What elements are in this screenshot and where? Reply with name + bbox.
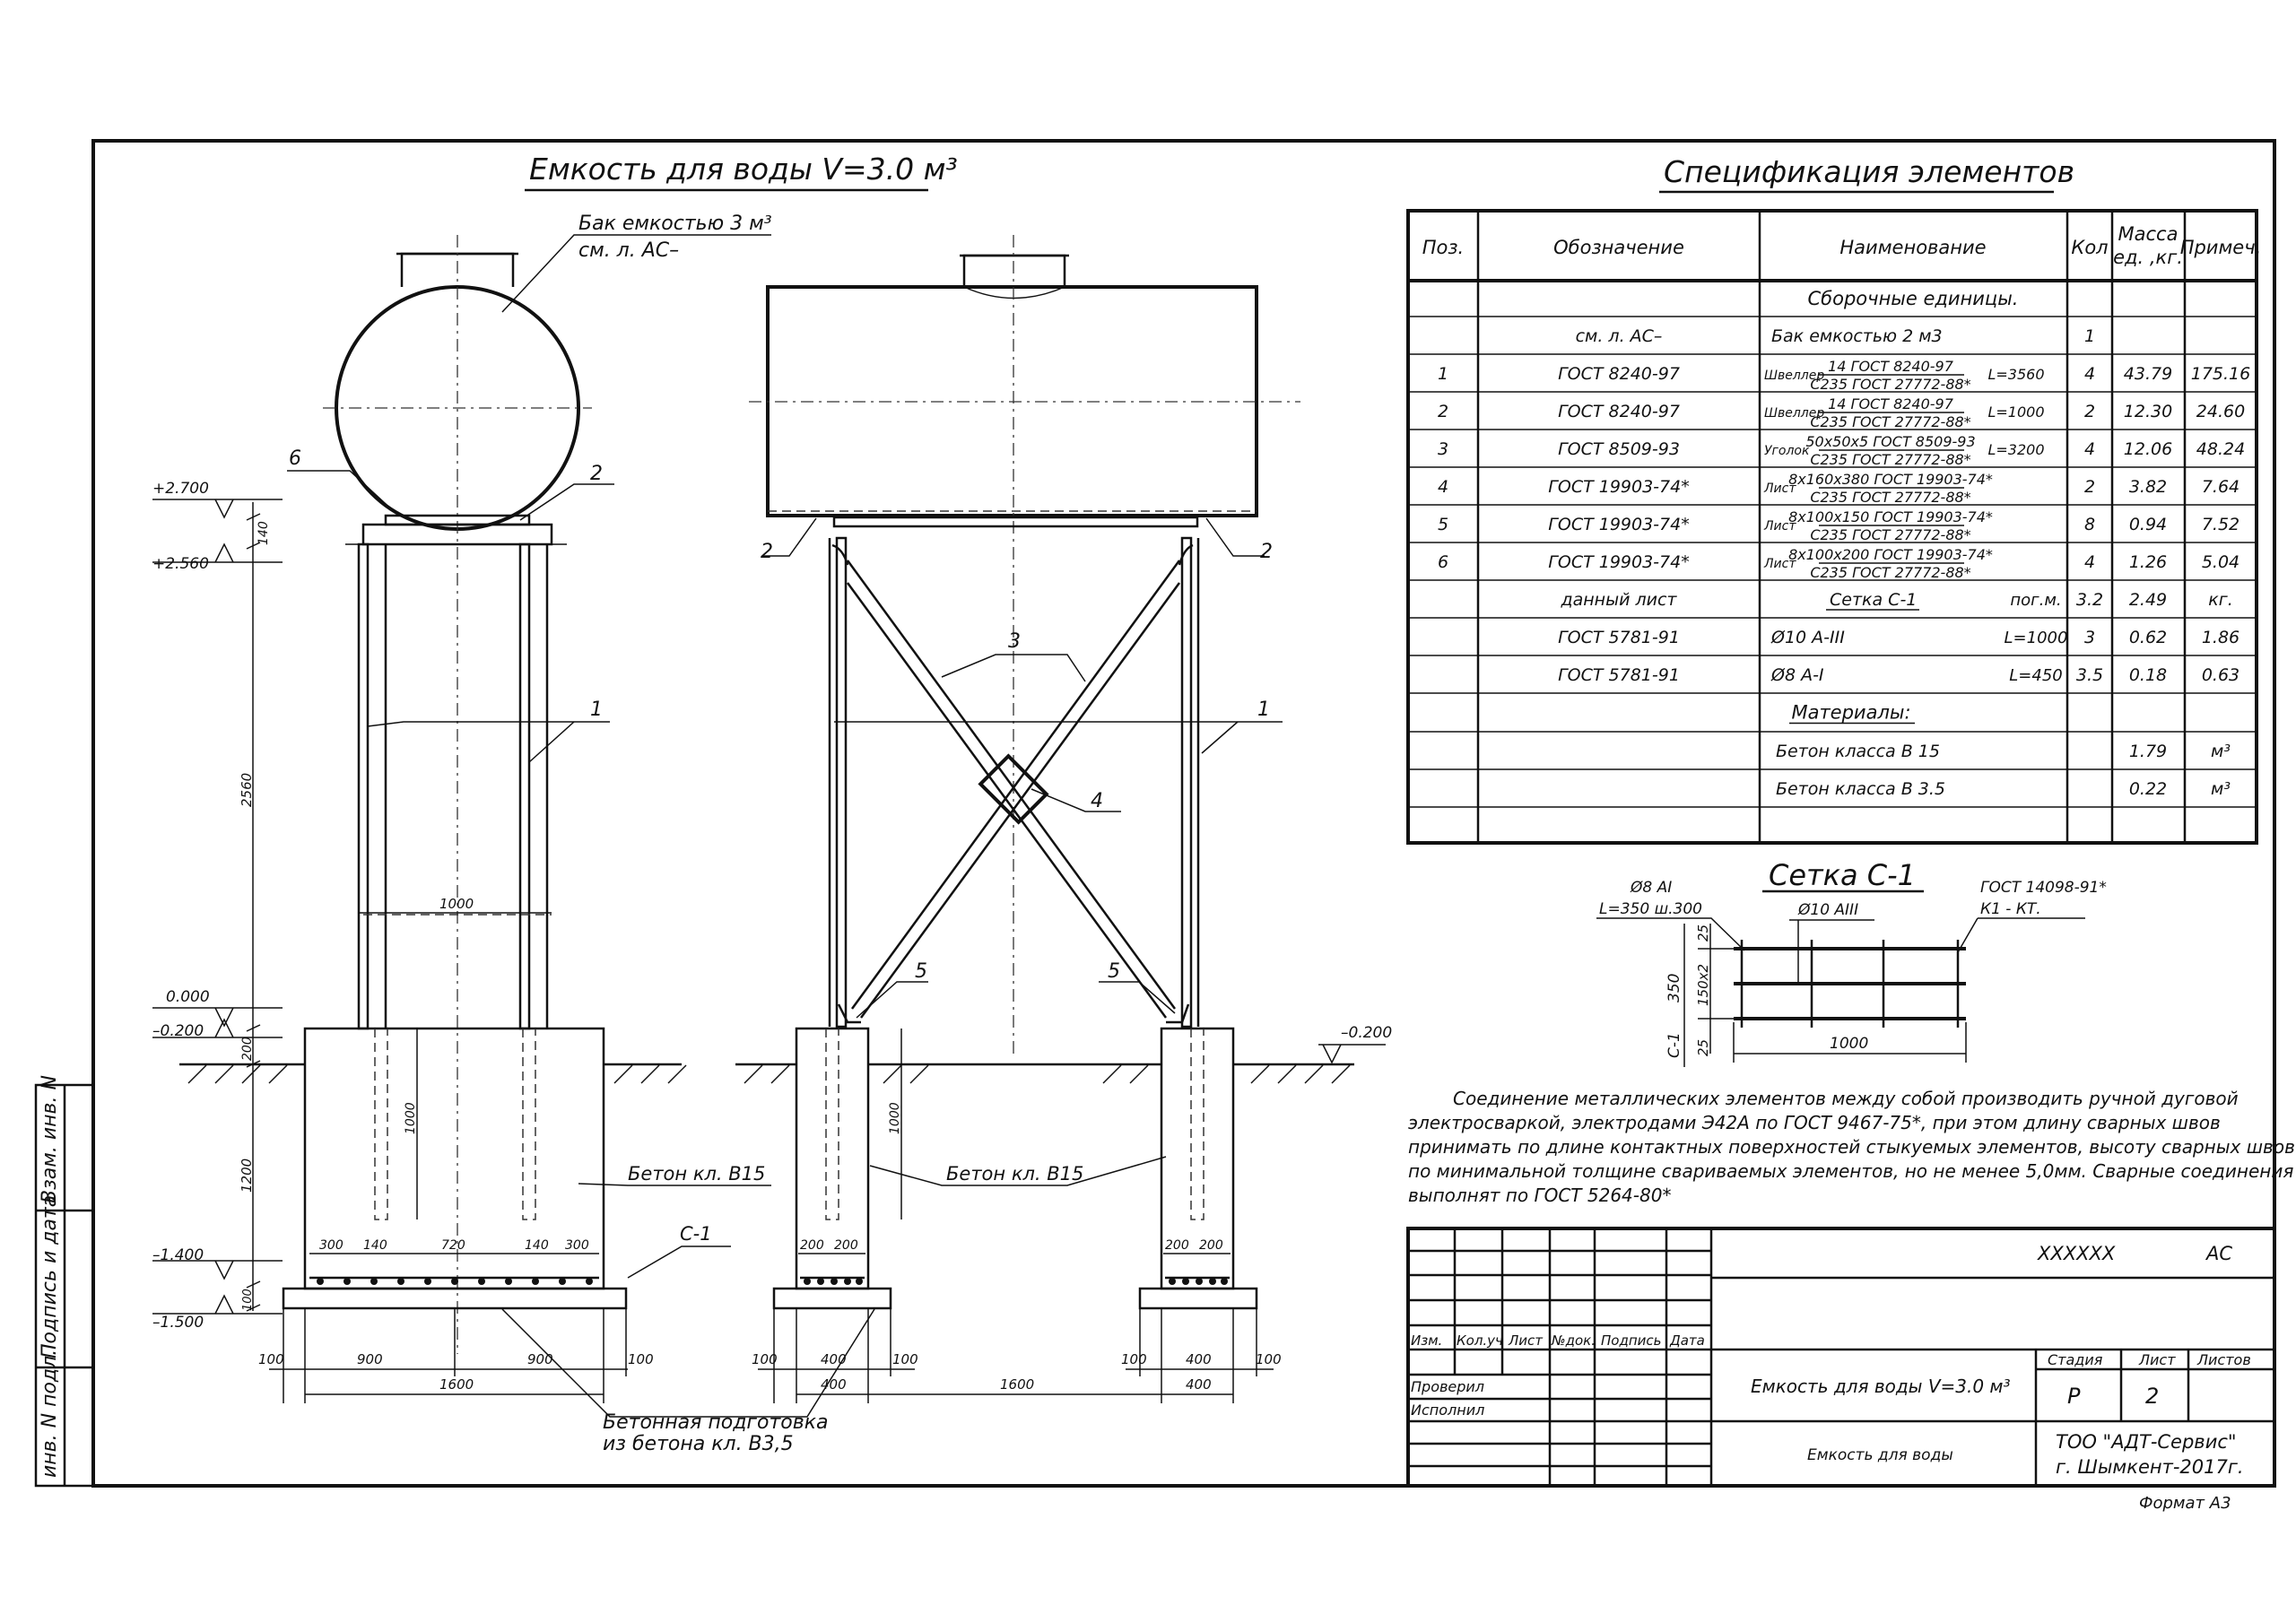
spec-row-prefix: Лист	[1764, 557, 1796, 571]
level-m1500: –1.500	[152, 1314, 204, 1332]
mesh-label-a1b: L=350 ш.300	[1599, 900, 1702, 918]
spec-row-mass: 0.94	[2128, 515, 2168, 534]
rb-100d: 100	[1256, 1351, 1282, 1367]
spec-row-prefix: Уголок	[1764, 444, 1810, 458]
spec-row-code: ГОСТ 8240-97	[1558, 364, 1680, 384]
spec-row-name: Сетка С-1	[1830, 590, 1918, 610]
spec-section-assembly: Сборочные единицы.	[1807, 288, 2019, 309]
note-line-1: Соединение металлических элементов между собой производить ручной дуговой	[1453, 1088, 2239, 1109]
stamp-h-list: Лист	[1509, 1332, 1544, 1349]
vert-dims-left	[239, 502, 271, 1311]
spec-row-qty: 4	[2083, 439, 2096, 459]
spec-row-bot: С235 ГОСТ 27772-88*	[1810, 564, 1971, 581]
stamp-h-kol: Кол.уч	[1457, 1332, 1503, 1349]
spec-row-code: ГОСТ 5781-91	[1558, 628, 1680, 647]
dim-b100b: 100	[628, 1351, 654, 1367]
mesh-label-gost: ГОСТ 14098-91*	[1980, 879, 2107, 897]
stamp-org2: г. Шымкент-2017г.	[2056, 1456, 2244, 1478]
spec-material-mass: 0.22	[2128, 779, 2168, 799]
spec-row-qty: 2	[2083, 477, 2096, 497]
spec-row-note: 48.24	[2196, 439, 2246, 459]
tank-label-2: см. л. АС–	[578, 239, 680, 262]
spec-row-qty: 4	[2083, 552, 2096, 572]
spec-row-pos: 5	[1437, 515, 1449, 534]
rb-400a: 400	[821, 1351, 847, 1367]
mesh-dim-25a: 25	[1695, 924, 1711, 942]
spec-row-qty: 3.5	[2075, 665, 2104, 685]
dim-140a: 140	[363, 1238, 387, 1253]
spec-row-top: 14 ГОСТ 8240-97	[1828, 358, 1953, 375]
level-0000: 0.000	[166, 988, 210, 1006]
spec-row-mass: 0.62	[2128, 628, 2168, 647]
prep-left	[283, 1289, 626, 1308]
stamp-code: XXXXXX	[2038, 1243, 2116, 1264]
spec-row-bot: С235 ГОСТ 27772-88*	[1810, 526, 1971, 543]
dim-1200: 1200	[239, 1158, 255, 1193]
pad-200d: 200	[1199, 1238, 1223, 1253]
dim-1600-right: 1600	[1000, 1376, 1035, 1393]
mesh-label-a1: Ø8 AI	[1631, 879, 1673, 897]
spec-row-code: ГОСТ 19903-74*	[1548, 552, 1690, 572]
spec-row-bot: С235 ГОСТ 27772-88*	[1810, 489, 1971, 506]
binding-strip	[36, 1075, 93, 1486]
spec-row-pos: 2	[1437, 402, 1449, 421]
spec-material-note: м³	[2211, 779, 2231, 799]
spec-row-bot: С235 ГОСТ 27772-88*	[1810, 413, 1971, 430]
spec-h-qty: Кол	[2071, 237, 2109, 258]
dim-140b: 140	[525, 1238, 549, 1253]
stamp-performed: Исполнил	[1411, 1402, 1485, 1419]
mark-4: 4	[1091, 790, 1103, 812]
mark-2-front-left: 2	[761, 541, 773, 563]
stamp-sheets-label: Листов	[2197, 1351, 2251, 1368]
spec-material-name: Бетон класса В 15	[1776, 742, 1940, 761]
stamp-h-doc: №док.	[1552, 1332, 1596, 1349]
spec-row-name: Ø10 A-III	[1771, 628, 1845, 647]
dim-1600-left: 1600	[439, 1376, 474, 1393]
side-label-replace: Взам. инв. N	[39, 1075, 61, 1203]
level-m0200-right: –0.200	[1341, 1024, 1393, 1042]
dim-1000-anchor-b: 1000	[888, 1102, 902, 1134]
spec-row-prefix: Лист	[1764, 519, 1796, 534]
dim-140: 140	[257, 521, 271, 545]
stamp-h-date: Дата	[1670, 1332, 1705, 1349]
stamp-sheet-title: Емкость для воды	[1807, 1446, 1953, 1464]
spec-row-code: данный лист	[1561, 590, 1677, 610]
side-label-sign: Подпись и дата	[39, 1194, 61, 1358]
format-label: Формат А3	[2139, 1494, 2231, 1513]
dim-2560: 2560	[239, 772, 255, 807]
spec-section-materials: Материалы:	[1791, 701, 1911, 724]
spec-row-len: L=1000	[1987, 404, 2045, 421]
spec-row-note: 1.86	[2201, 628, 2240, 647]
spec-row-prefix: Лист	[1764, 482, 1796, 496]
spec-row-len: L=3560	[1987, 366, 2045, 383]
spec-h-note: Примеч.	[2179, 237, 2262, 258]
spec-row-note: 7.52	[2201, 515, 2240, 534]
dim-1000-width: 1000	[439, 896, 474, 912]
mark-6: 6	[289, 447, 301, 470]
stamp-h-izm: Изм.	[1411, 1332, 1443, 1349]
mesh-dim-350: 350	[1665, 973, 1683, 1002]
spec-row-qty: 4	[2083, 364, 2096, 384]
stamp-stage-label: Стадия	[2048, 1351, 2103, 1368]
pad-200b: 200	[834, 1238, 858, 1253]
spec-row-pos: 4	[1437, 477, 1449, 497]
note-line-5: выполнят по ГОСТ 5264-80*	[1408, 1185, 1672, 1206]
spec-row-top: 8x100x150 ГОСТ 19903-74*	[1788, 508, 1993, 525]
side-label-inv: инв. N подл.	[39, 1349, 61, 1478]
stamp-org1: ТОО "АДТ-Сервис"	[2056, 1431, 2237, 1453]
dim-b900b: 900	[527, 1351, 553, 1367]
spec-row-note: кг.	[2208, 590, 2233, 610]
dim-200: 200	[240, 1037, 255, 1061]
spec-row-mass: 12.30	[2123, 402, 2173, 421]
stamp-checked: Проверил	[1411, 1378, 1485, 1395]
spec-row-note: 0.63	[2201, 665, 2240, 685]
spec-row-mass: 12.06	[2123, 439, 2173, 459]
prep-label-1: Бетонная подготовка	[603, 1411, 829, 1434]
spec-row-qty: 3	[2083, 628, 2096, 647]
mark-5-left: 5	[915, 960, 927, 983]
mesh-dim-1000: 1000	[1830, 1035, 1869, 1053]
mark-1-front: 1	[1257, 699, 1270, 721]
stamp-h-sign: Подпись	[1601, 1332, 1662, 1349]
mark-3: 3	[1008, 630, 1021, 653]
spec-row-name: Ø8 A-I	[1771, 665, 1824, 685]
spec-row-extra: L=1000	[2004, 629, 2068, 647]
spec-h-name: Наименование	[1839, 237, 1987, 258]
prep-label-2: из бетона кл. B3,5	[603, 1433, 794, 1455]
spec-row-prefix: Швеллер	[1764, 406, 1825, 421]
spec-row-code: ГОСТ 8240-97	[1558, 402, 1680, 421]
spec-row-top: 8x100x200 ГОСТ 19903-74*	[1788, 546, 1993, 563]
spec-table	[1408, 211, 2261, 843]
note-line-2: электросваркой, электродами Э42А по ГОСТ 9467-75*, при этом длину сварных швов	[1408, 1112, 2221, 1133]
spec-row-qty: 2	[2083, 402, 2096, 421]
stamp-code-suffix: АС	[2206, 1243, 2233, 1264]
pad-200c: 200	[1165, 1238, 1189, 1253]
rb-400b: 400	[1186, 1351, 1212, 1367]
spec-row-top: 8x160x380 ГОСТ 19903-74*	[1788, 471, 1993, 488]
mesh-dim-25b: 25	[1695, 1038, 1711, 1056]
spec-row-code: ГОСТ 19903-74*	[1548, 477, 1690, 497]
level-m0200: –0.200	[152, 1022, 204, 1040]
mesh-title: Сетка С-1	[1769, 858, 1917, 892]
title-block	[1408, 1228, 2274, 1486]
tank-label-1: Бак емкостью 3 м³	[578, 213, 772, 235]
spec-row-qty: 8	[2083, 515, 2096, 534]
spec-row-mass: 0.18	[2128, 665, 2168, 685]
spec-row-extra: пог.м.	[2010, 591, 2062, 610]
spec-material-note: м³	[2211, 742, 2231, 761]
mesh-dim-150: 150x2	[1695, 963, 1711, 1006]
dim-100-left: 100	[241, 1289, 255, 1311]
stamp-sheet-label: Лист	[2139, 1351, 2176, 1368]
spec-row-note: 7.64	[2201, 477, 2240, 497]
spec-row-mass: 2.49	[2128, 590, 2168, 610]
mesh-label-kt: К1 - КТ.	[1980, 900, 2041, 918]
spec-title: Спецификация элементов	[1664, 154, 2075, 189]
spec-row-pos: 3	[1437, 439, 1449, 459]
drawing-title: Емкость для воды V=3.0 м³	[529, 152, 958, 187]
rb-400c: 400	[821, 1376, 847, 1393]
concrete-label-front: Бетон кл. B15	[946, 1163, 1084, 1185]
mesh-dim-c1: С-1	[1665, 1032, 1683, 1058]
stamp-sheet: 2	[2145, 1384, 2160, 1409]
rb-100a: 100	[752, 1351, 778, 1367]
rb-100c: 100	[1121, 1351, 1147, 1367]
spec-row-extra: L=450	[2009, 666, 2063, 685]
spec-row-len: L=3200	[1987, 441, 2045, 458]
dim-300b: 300	[565, 1238, 589, 1253]
mesh-detail	[1596, 858, 2107, 1067]
spec-row-top: 14 ГОСТ 8240-97	[1828, 395, 1953, 412]
spec-row-prefix: Швеллер	[1764, 369, 1825, 383]
dim-b100a: 100	[258, 1351, 284, 1367]
note-line-3: принимать по длине контактных поверхностей стыкуемых элементов, высоту сварных швов	[1408, 1136, 2295, 1158]
spec-row-mass: 3.82	[2128, 477, 2168, 497]
spec-row-pos: 6	[1437, 552, 1449, 572]
spec-row-top: 50x50x5 ГОСТ 8509-93	[1805, 433, 1976, 450]
mesh-callout: С-1	[680, 1223, 712, 1245]
dim-300a: 300	[319, 1238, 344, 1253]
level-2700: +2.700	[152, 480, 209, 498]
dim-1000-anchor: 1000	[404, 1102, 418, 1134]
mark-2-front-right: 2	[1260, 541, 1273, 563]
spec-row-note: 24.60	[2196, 402, 2246, 421]
dim-b900a: 900	[357, 1351, 383, 1367]
spec-h-code: Обозначение	[1553, 237, 1684, 258]
spec-row-note: 175.16	[2190, 364, 2251, 384]
note-line-4: по минимальной толщине свариваемых элементов, но не менее 5,0мм. Сварные соединения	[1408, 1160, 2294, 1182]
level-2560: +2.560	[152, 555, 209, 573]
spec-row-code: см. л. АС–	[1575, 326, 1663, 346]
dim-720: 720	[441, 1238, 465, 1253]
concrete-label-left: Бетон кл. B15	[628, 1163, 766, 1185]
general-note	[1408, 1088, 2295, 1206]
spec-row-pos: 1	[1437, 364, 1449, 384]
front-view	[502, 235, 1392, 1455]
spec-row-bot: С235 ГОСТ 27772-88*	[1810, 376, 1971, 393]
spec-row-mass: 43.79	[2123, 364, 2173, 384]
spec-row-code: ГОСТ 5781-91	[1558, 665, 1680, 685]
stamp-project: Емкость для воды V=3.0 м³	[1751, 1376, 2011, 1397]
mark-1-left: 1	[590, 699, 603, 721]
spec-row-name: Бак емкостью 2 м3	[1771, 326, 1943, 346]
spec-row-code: ГОСТ 8509-93	[1558, 439, 1680, 459]
rb-400d: 400	[1186, 1376, 1212, 1393]
spec-row-note: 5.04	[2201, 552, 2240, 572]
spec-row-qty: 3.2	[2075, 590, 2104, 610]
mesh-label-a3: Ø10 AIII	[1798, 901, 1859, 919]
side-view	[152, 213, 772, 1403]
spec-h-mass-1: Масса	[2118, 223, 2179, 245]
spec-h-mass-2: ед. ,кг.	[2113, 247, 2183, 268]
spec-material-name: Бетон класса В 3.5	[1776, 779, 1946, 799]
spec-h-pos: Поз.	[1422, 237, 1465, 258]
level-m1400: –1.400	[152, 1246, 204, 1264]
spec-row-qty: 1	[2083, 326, 2096, 346]
spec-material-mass: 1.79	[2128, 742, 2168, 761]
spec-row-mass: 1.26	[2128, 552, 2168, 572]
mark-5-right: 5	[1108, 960, 1120, 983]
rb-100b: 100	[892, 1351, 918, 1367]
levels-left	[152, 480, 283, 1332]
stamp-stage: Р	[2067, 1384, 2081, 1409]
mark-2-left: 2	[590, 463, 603, 485]
spec-row-bot: С235 ГОСТ 27772-88*	[1810, 451, 1971, 468]
pad-200a: 200	[800, 1238, 824, 1253]
spec-row-code: ГОСТ 19903-74*	[1548, 515, 1690, 534]
